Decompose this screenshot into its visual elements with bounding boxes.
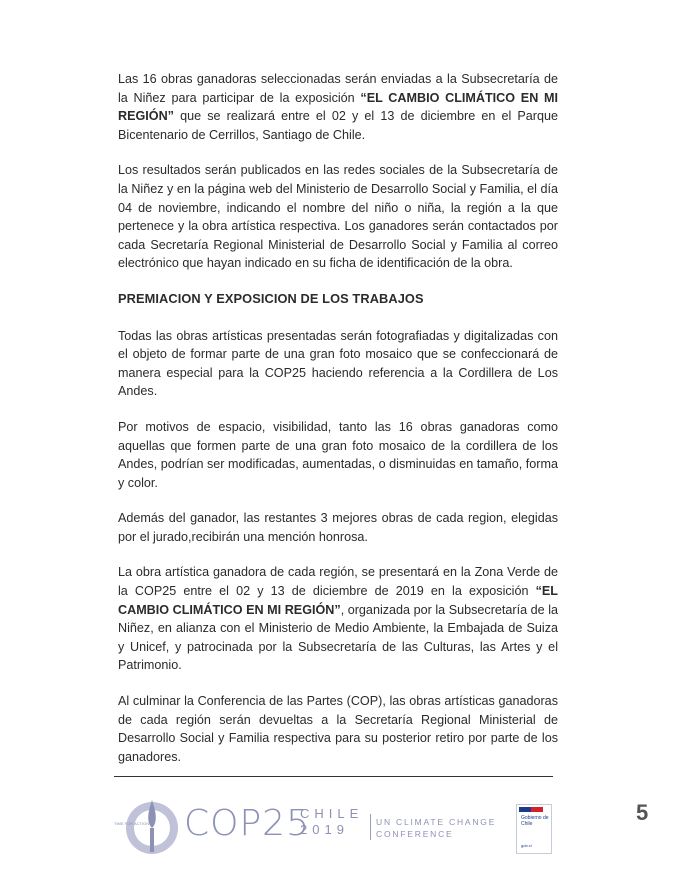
gobierno-de-chile-logo	[516, 804, 552, 854]
paragraph-honorable-mention: Además del ganador, las restantes 3 mejores obras de cada region, elegidas por el jurado,recibirán una mención honrosa.	[118, 511, 558, 544]
chile-label: CHILE	[300, 806, 364, 821]
paragraph-exhibition	[118, 70, 558, 144]
logo-separator	[370, 814, 371, 840]
emblem-caption: TIME FOR ACTION	[114, 821, 150, 826]
paragraph-results: Los resultados serán publicados en las redes sociales de la Subsecretaría de la Niñez y en la página web del Ministerio de Desarrollo Social y Familia, el día 04 de noviembre, indicando el nombre del niño o niña, la región a la que pertenece y la obra artística respectiva. Los ganadores serán contactados por cada Secretaría Regional Ministerial de Desarrollo Social y Familia al correo electrónico que hayan indicado en su ficha de identificación de la obra.	[118, 163, 558, 271]
document-body	[118, 70, 558, 783]
paragraph-modifications: Por motivos de espacio, visibilidad, tanto las 16 obras ganadoras como aquellas que formen parte de una gran foto mosaico de la cordillera de los Andes, podrían ser modificadas, aumentadas, o disminuidas en tamaño, forma y color.	[118, 419, 558, 490]
paragraph-green-zone	[118, 563, 558, 675]
conference-label	[376, 816, 496, 840]
flag-blue-bar	[519, 807, 531, 812]
gobierno-line-1: Gobierno de	[521, 815, 549, 821]
paragraph-text: que se realizará entre el 02 y el 13 de diciembre en el Parque Bicentenario de Cerrillos, Santiago de Chile.	[118, 109, 558, 142]
cop25-emblem-icon	[112, 792, 184, 858]
footer-divider	[114, 776, 553, 777]
exhibition-title: “EL CAMBIO CLIMÁTICO EN MI REGIÓN”	[118, 584, 558, 617]
paragraph-photos: Todas las obras artísticas presentadas serán fotografiadas y digitalizadas con el objeto de formar parte de una gran foto mosaico que se confeccionará de manera especial para la COP25 haciendo referencia a la Cordillera de Los Andes.	[118, 328, 558, 399]
gobierno-line-2: Chile	[521, 821, 533, 827]
year-label: 2019	[300, 822, 349, 837]
section-heading: PREMIACION Y EXPOSICION DE LOS TRABAJOS	[118, 290, 424, 306]
conference-line-1: UN CLIMATE CHANGE	[376, 817, 497, 827]
gobierno-label	[521, 815, 549, 849]
paragraph-text: La obra artística ganadora de cada región, se presentará en la Zona Verde de la COP25 entre el 02 y 13 de diciembre de 2019 en la exposición	[118, 565, 558, 599]
gobierno-url: gob.cl	[521, 843, 532, 848]
footer-logos	[112, 790, 572, 860]
exhibition-title: “EL CAMBIO CLIMÁTICO EN MI REGIÓN”	[118, 90, 559, 124]
paragraph-return: Al culminar la Conferencia de las Partes (COP), las obras artísticas ganadoras de cada región serán devueltas a la Secretaría Regional Ministerial de Desarrollo Social y Familia respectiva para su posterior retiro por parte de los ganadores.	[118, 694, 558, 764]
paragraph-text: Las 16 obras ganadoras seleccionadas serán enviadas a la Subsecretaría de la Niñez para participar de la exposición	[118, 72, 558, 105]
conference-line-2: CONFERENCE	[376, 829, 454, 839]
cop25-wordmark: COP25	[184, 803, 310, 844]
chile-year-label	[300, 806, 363, 838]
flag-red-bar	[531, 807, 543, 812]
page-number: 5	[636, 800, 649, 825]
paragraph-text: , organizada por la Subsecretaría de la Niñez, en alianza con el Ministerio de Medio Ambiente, la Embajada de Suiza y Unicef, y patrocinada por la Subsecretaría de las Culturas, las Artes y el Patrimonio.	[118, 602, 559, 673]
